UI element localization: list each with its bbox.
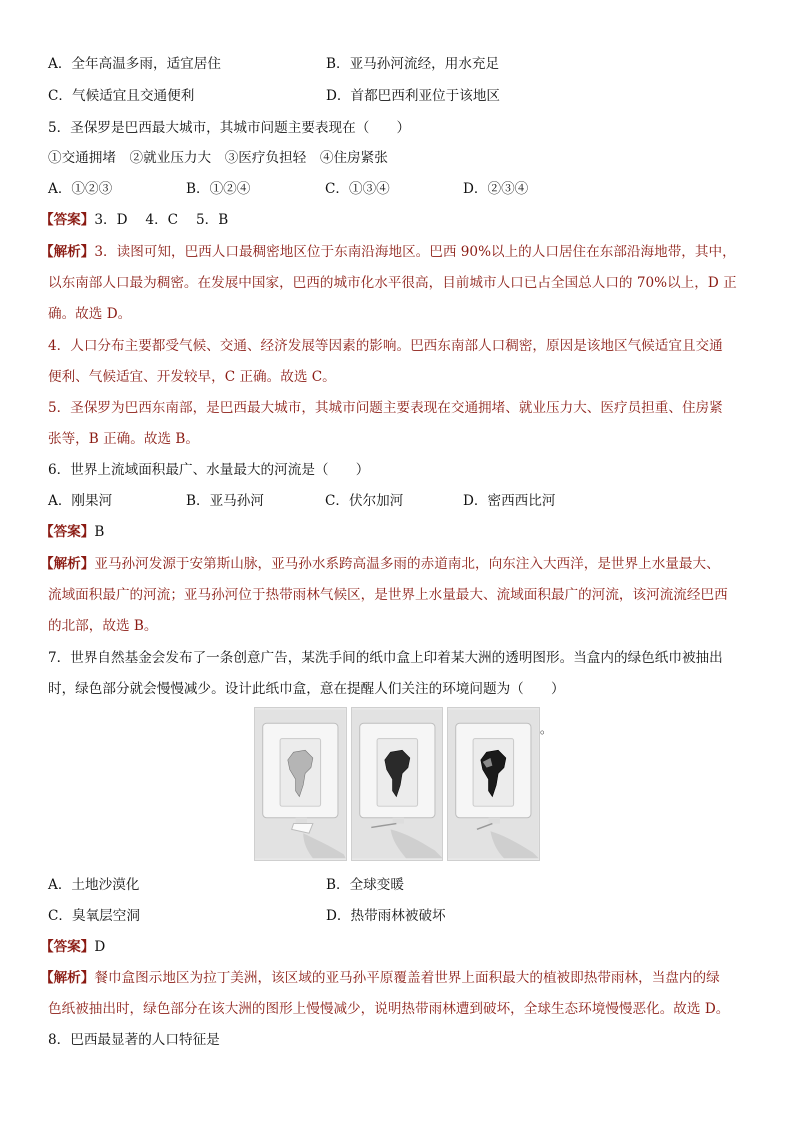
explanation-4-line-2: 便利、气候适宜、开发较早，C 正确。故选 C。: [48, 369, 336, 385]
explanation-3-line-1: [40, 242, 736, 262]
option-a-prev: A．全年高温多雨，适宜居住: [48, 56, 221, 72]
answer-tag: 【答案】: [40, 212, 95, 228]
question-5-option-c: C．①③④: [325, 181, 390, 197]
explanation-3-line-3: 确。故选 D。: [48, 306, 132, 322]
question-7-line-2: 时，绿色部分就会慢慢减少。设计此纸巾盒，意在提醒人们关注的环境问题为（ ）: [48, 681, 565, 697]
question-6-stem: 6．世界上流域面积最广、水量最大的河流是（ ）: [48, 462, 370, 478]
question-8-stem: 8．巴西最显著的人口特征是: [48, 1032, 220, 1048]
question-7-option-a: A．土地沙漠化: [48, 877, 140, 893]
question-7-option-b: B．全球变暖: [326, 877, 404, 893]
tissue-box-image-2: [352, 708, 443, 860]
question-7-option-c: C．臭氧层空洞: [48, 908, 140, 924]
tissue-box-figure: [254, 707, 540, 861]
explanation-text: 亚马孙河发源于安第斯山脉，亚马孙水系跨高温多雨的赤道南北，向东注入大西洋，是世界上水量最大、: [94, 556, 720, 572]
question-5-option-a: A．①②③: [48, 181, 113, 197]
explanation-tag: 【解析】: [40, 970, 95, 986]
tissue-box-panel-3: [447, 707, 540, 861]
answer-tag: 【答案】: [40, 939, 95, 955]
explanation-text: 3．读图可知，巴西人口最稠密地区位于东南沿海地区。巴西 90%以上的人口居住在东部沿海地带，其中，: [94, 244, 736, 260]
option-d-prev: D．首都巴西利亚位于该地区: [326, 88, 501, 104]
question-7-option-d: D．热带雨林被破坏: [326, 908, 446, 924]
answer-text: D: [94, 939, 106, 955]
tissue-box-image-3: [448, 708, 539, 860]
question-6-option-d: D．密西西比河: [463, 493, 556, 509]
question-5-items: ①交通拥堵 ②就业压力大 ③医疗负担轻 ④住房紧张: [48, 150, 388, 166]
explanation-5-line-2: 张等，B 正确。故选 B。: [48, 431, 199, 447]
explanation-4-line-1: 4．人口分布主要都受气候、交通、经济发展等因素的影响。巴西东南部人口稠密，原因是该地区气候适宜且交通: [48, 338, 723, 354]
question-5-option-d: D．②③④: [463, 181, 529, 197]
answer-3-5: [40, 210, 228, 230]
explanation-tag: 【解析】: [40, 244, 95, 260]
question-6-option-c: C．伏尔加河: [325, 493, 404, 509]
option-c-prev: C．气候适宜且交通便利: [48, 88, 195, 104]
answer-text: 3．D 4．C 5．B: [94, 212, 229, 228]
figure-trailing-mark: 。: [540, 722, 553, 736]
explanation-7-line-2: 色纸被抽出时，绿色部分在该大洲的图形上慢慢减少，说明热带雨林遭到破坏，全球生态环境慢慢恶化。故选 D。: [48, 1001, 730, 1017]
explanation-tag: 【解析】: [40, 556, 95, 572]
tissue-box-panel-2: [351, 707, 444, 861]
explanation-3-line-2: 以东南部人口最为稠密。在发展中国家，巴西的城市化水平很高，目前城市人口已占全国总人口的 70%以上，D 正: [48, 275, 737, 291]
explanation-6-line-1: [40, 554, 720, 574]
question-7-line-1: 7．世界自然基金会发布了一条创意广告，某洗手间的纸巾盒上印着某大洲的透明图形。当盒内的绿色纸巾被抽出: [48, 650, 723, 666]
answer-tag: 【答案】: [40, 524, 95, 540]
question-5-stem: 5．圣保罗是巴西最大城市，其城市问题主要表现在（ ）: [48, 120, 411, 136]
explanation-text: 餐巾盒图示地区为拉丁美洲，该区域的亚马孙平原覆盖着世界上面积最大的植被即热带雨林，当盘内的绿: [94, 970, 720, 986]
explanation-6-line-2: 流域面积最广的河流；亚马孙河位于热带雨林气候区，是世界上水量最大、流域面积最广的河流，该河流流经巴西: [48, 587, 728, 603]
explanation-6-line-3: 的北部，故选 B。: [48, 618, 158, 634]
tissue-box-panel-1: [254, 707, 347, 861]
tissue-box-image-1: [255, 708, 346, 860]
answer-6: [40, 522, 104, 542]
question-6-option-a: A．刚果河: [48, 493, 113, 509]
explanation-5-line-1: 5．圣保罗为巴西东南部，是巴西最大城市，其城市问题主要表现在交通拥堵、就业压力大、医疗员担重、住房紧: [48, 400, 723, 416]
question-5-option-b: B．①②④: [186, 181, 251, 197]
question-6-option-b: B．亚马孙河: [186, 493, 264, 509]
explanation-7-line-1: [40, 968, 720, 988]
option-b-prev: B．亚马孙河流经，用水充足: [326, 56, 500, 72]
answer-7: [40, 937, 105, 957]
answer-text: B: [94, 524, 105, 540]
